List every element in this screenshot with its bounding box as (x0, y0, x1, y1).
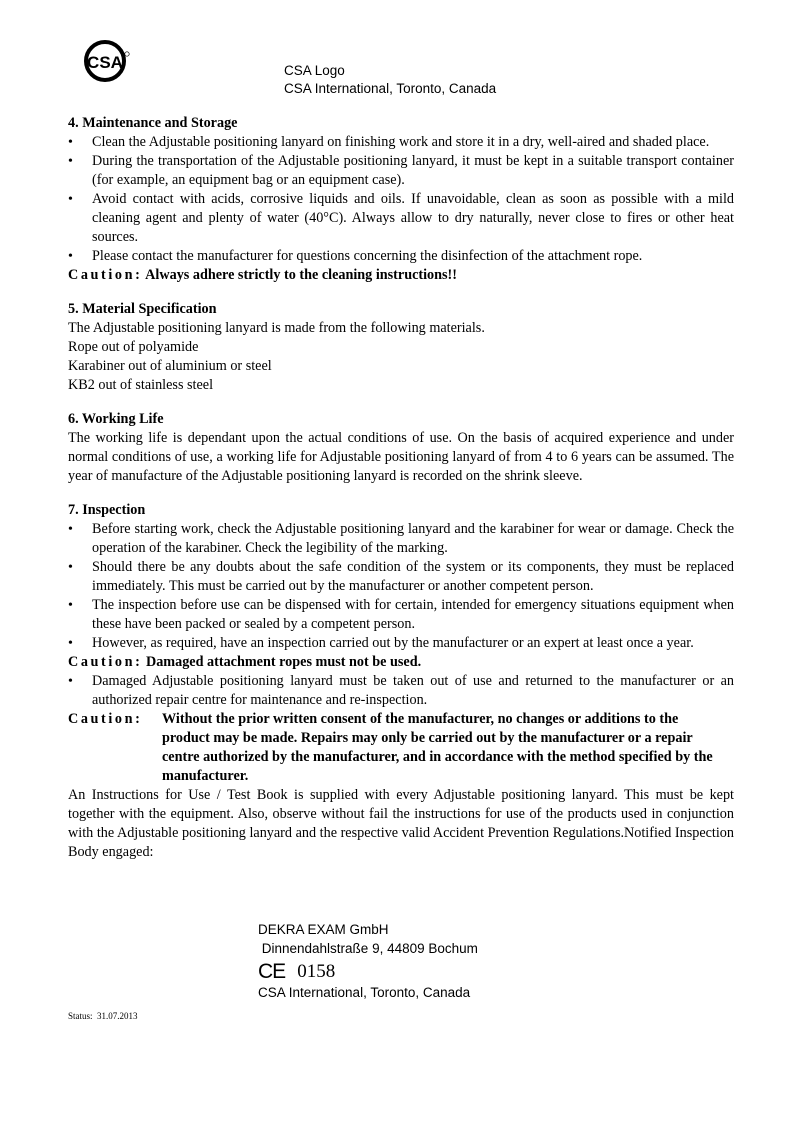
list-item: • Damaged Adjustable positioning lanyard must be taken out of use and returned to the manufacturer or an authorized repair centre for maintenance and re-inspection. (68, 672, 734, 710)
header-logo-label: CSA Logo (284, 63, 345, 78)
list-item: • However, as required, have an inspection carried out by the manufacturer or an expert at least once a year. (68, 634, 734, 653)
caution-text: Always adhere strictly to the cleaning instructions!! (145, 267, 458, 283)
text-line: KB2 out of stainless steel (68, 377, 214, 393)
list-item: • Should there be any doubts about the safe condition of the system or its components, they must be replaced immediately. This must be carried out by the manufacturer or another competent person. (68, 558, 734, 596)
status-date: Status: 31.07.2013 (68, 1011, 138, 1021)
caution-text: Damaged attachment ropes must not be used. (145, 654, 422, 670)
csa-logo-icon (84, 38, 132, 84)
section-title: 7. Inspection (68, 502, 146, 518)
list-item: • Before starting work, check the Adjustable positioning lanyard and the karabiner for wear or damage. Check the operation of the karabiner. Check the legibility of the marking. (68, 520, 734, 558)
section-title: 5. Material Specification (68, 301, 217, 317)
text-line: Rope out of polyamide (68, 339, 199, 355)
notified-body-name: DEKRA EXAM GmbH (258, 922, 389, 937)
section-title: 4. Maintenance and Storage (68, 115, 238, 131)
notified-body (258, 920, 478, 1002)
section-maintenance (68, 114, 734, 285)
section-title: 6. Working Life (68, 411, 164, 427)
caution-label: Caution: (68, 654, 143, 670)
list-item: • Clean the Adjustable positioning lanyard on finishing work and store it in a dry, well-aired and shaded place. (68, 133, 734, 152)
caution-label: Caution: (68, 711, 143, 727)
list-item: • Please contact the manufacturer for questions concerning the disinfection of the attachment rope. (68, 247, 734, 266)
paragraph: The working life is dependant upon the actual conditions of use. On the basis of acquired experience and under normal conditions of use, a working life for Adjustable positioning lanyard of from 4 to 6 years can be assumed. The year of manufacture of the Adjustable positioning lanyard is recorded on the shrink sleeve. (68, 430, 734, 484)
caution-note (68, 653, 734, 672)
page-header (284, 62, 496, 98)
caution-label: Caution: (68, 267, 143, 283)
list-item: • During the transportation of the Adjustable positioning lanyard, it must be kept in a suitable transport container (for example, an equipment bag or an equipment case). (68, 152, 734, 190)
ce-number: 0158 (297, 960, 336, 982)
csa-logo-text: CSA (87, 53, 123, 72)
ce-mark-icon: CE (258, 959, 286, 983)
caution-note (68, 266, 734, 285)
notified-body-org: CSA International, Toronto, Canada (258, 985, 471, 1000)
paragraph: An Instructions for Use / Test Book is supplied with every Adjustable positioning lanyard. This must be kept together with the equipment. Also, observe without fail the instructions for use of the products used in conjunction with the Adjustable positioning lanyard and the respective valid Accident Prevention Regulations.Notified Inspection Body engaged: (68, 787, 734, 860)
caution-text: Without the prior written consent of the manufacturer, no changes or additions to the product may be made. Repairs may only be carried out by the manufacturer or a repair centre authorized by the manufacturer, and in accordance with the method specified by the manufacturer. (162, 711, 713, 784)
list-item: • Avoid contact with acids, corrosive liquids and oils. If unavoidable, clean as soon as possible with a mild cleaning agent and plenty of water (40°C). Always allow to dry naturally, never close to fires or other heat sources. (68, 190, 734, 247)
text-line: The Adjustable positioning lanyard is made from the following materials. (68, 320, 485, 336)
bullet-list (68, 520, 734, 653)
notified-body-address: Dinnendahlstraße 9, 44809 Bochum (258, 941, 478, 956)
section-working-life (68, 410, 734, 486)
section-inspection (68, 501, 734, 862)
header-org: CSA International, Toronto, Canada (284, 81, 497, 96)
bullet-list (68, 133, 734, 266)
document-body (68, 114, 734, 862)
ce-marking (258, 959, 478, 983)
section-material (68, 300, 734, 395)
text-line: Karabiner out of aluminium or steel (68, 358, 272, 374)
bullet-list (68, 672, 734, 710)
list-item: • The inspection before use can be dispensed with for certain, intended for emergency situations equipment when these have been packed or sealed by a competent person. (68, 596, 734, 634)
caution-note (68, 710, 734, 786)
